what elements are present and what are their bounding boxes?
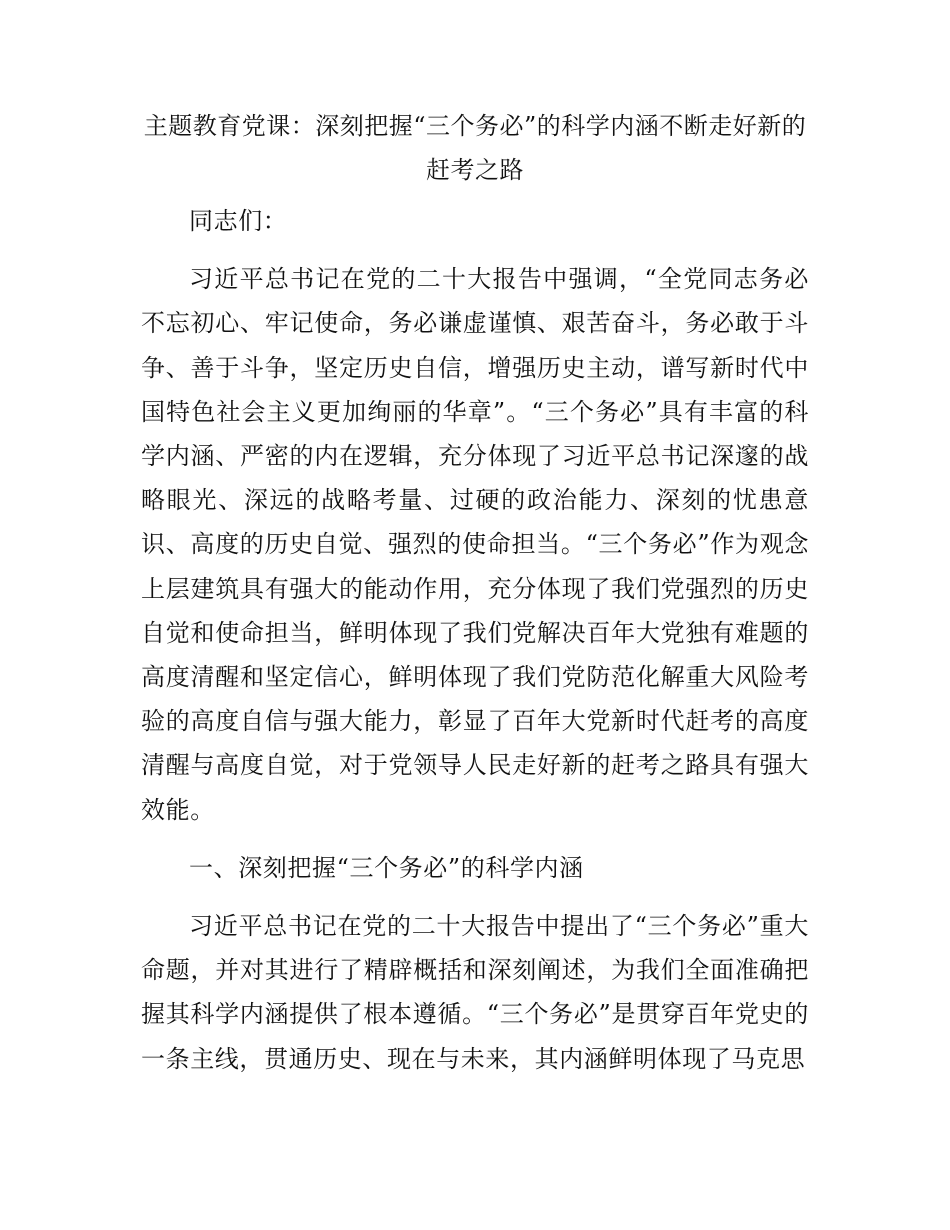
intro-paragraph: 习近平总书记在党的二十大报告中强调，“全党同志务必不忘初心、牢记使命，务必谦虚谨慎、艰苦奋斗，务必敢于斗争、善于斗争，坚定历史自信，增强历史主动，谱写新时代中国特色社会主义更加绚丽的华章”。“三个务必”具有丰富的科学内涵、严密的内在逻辑，充分体现了习近平总书记深邃的战略眼光、深远的战略考量、过硬的政治能力、深刻的忧患意识、高度的历史自觉、强烈的使命担当。“三个务必”作为观念上层建筑具有强大的能动作用，充分体现了我们党强烈的历史自觉和使命担当，鲜明体现了我们党解决百年大党独有难题的高度清醒和坚定信心，鲜明体现了我们党防范化解重大风险考验的高度自信与强大能力，彰显了百年大党新时代赶考的高度清醒与高度自觉，对于党领导人民走好新的赶考之路具有强大效能。: [141, 265, 809, 824]
salutation: 同志们：: [189, 207, 288, 235]
document-title: 主题教育党课：深刻把握“三个务必”的科学内涵不断走好新的赶考之路: [143, 112, 807, 184]
section-paragraph: 习近平总书记在党的二十大报告中提出了“三个务必”重大命题，并对其进行了精辟概括和深刻阐述，为我们全面准确把握其科学内涵提供了根本遵循。“三个务必”是贯穿百年党史的一条主线，贯通历史、现在与未来，其内涵鲜明体现了马克思: [141, 912, 809, 1073]
document-body: [141, 104, 809, 1081]
section-heading: 一、深刻把握“三个务必”的科学内涵: [189, 853, 584, 882]
